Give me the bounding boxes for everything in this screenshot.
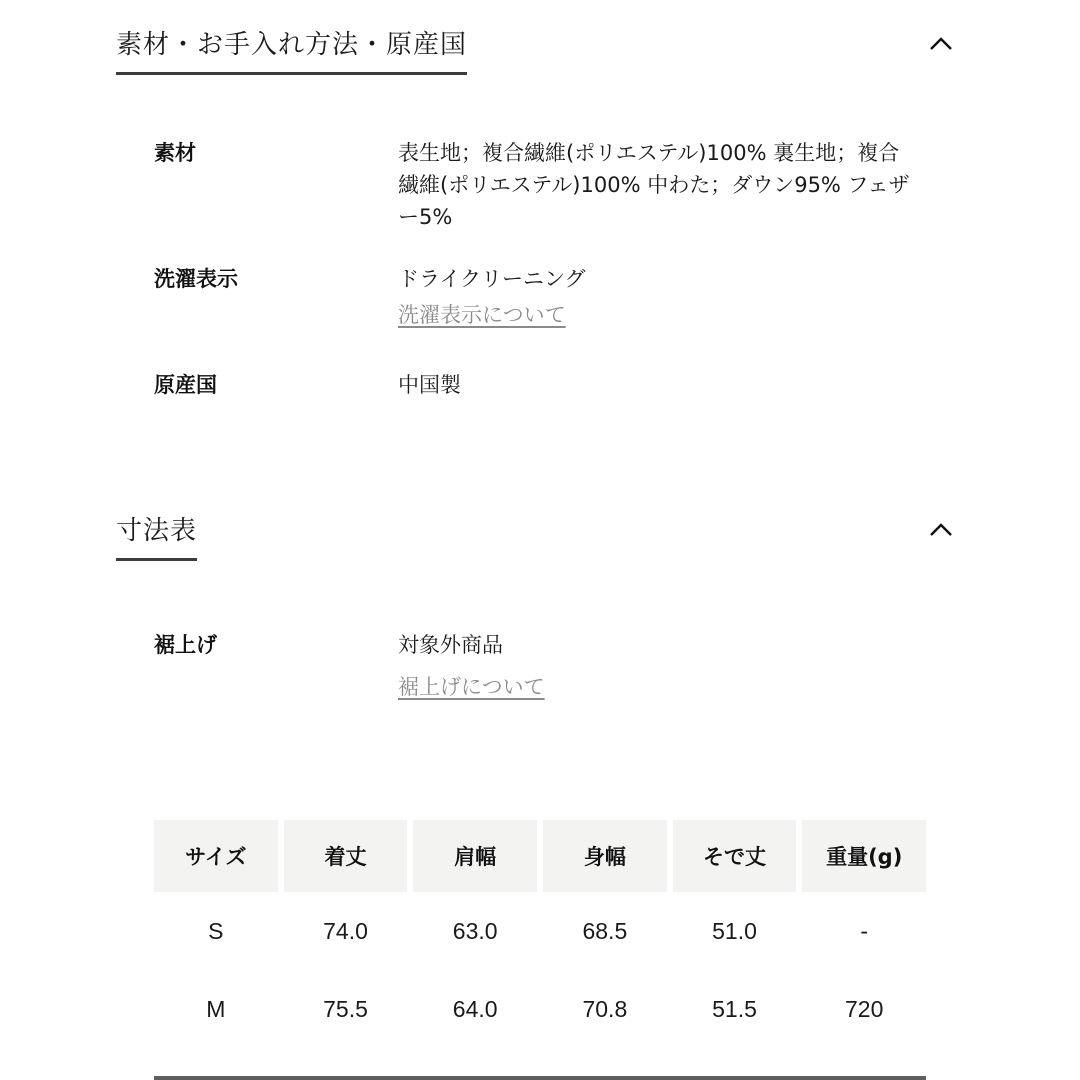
table-row: [154, 892, 926, 970]
table-header-cell: そで丈: [673, 820, 797, 892]
spec-row-hemming: [154, 629, 926, 709]
table-cell: 720: [845, 995, 884, 1022]
spec-value: 中国製: [398, 373, 461, 397]
table-cell: 68.5: [582, 917, 628, 944]
section-material-care-origin[interactable]: [116, 28, 964, 88]
table-cell: M: [206, 995, 226, 1022]
table-cell: 64.0: [452, 995, 498, 1022]
spec-row-material: [154, 137, 926, 237]
section-size-chart[interactable]: [116, 514, 964, 574]
table-header-row: [154, 820, 926, 892]
spec-value: 表生地；複合繊維(ポリエステル)100% 裏生地；複合繊維(ポリエステル)100% 中わた；ダウン95% フェザー5%: [398, 141, 910, 229]
table-row: [154, 970, 926, 1048]
spec-label: 原産国: [154, 373, 217, 397]
section-title-size: 寸法表: [116, 514, 197, 561]
table-header-cell: 肩幅: [413, 820, 537, 892]
table-header-cell: サイズ: [154, 820, 278, 892]
spec-label: 素材: [154, 141, 196, 165]
spec-value-wrapper: [398, 263, 918, 331]
spec-value: ドライクリーニング: [398, 267, 586, 291]
table-header-cell: 着丈: [284, 820, 408, 892]
size-table: [154, 820, 926, 1048]
spec-label: 洗濯表示: [154, 267, 238, 291]
spec-row-care: [154, 263, 926, 343]
table-cell: 74.0: [323, 917, 368, 944]
hemming-info-link[interactable]: 裾上げについて: [398, 675, 545, 699]
table-cell: 51.5: [712, 995, 757, 1022]
table-header-cell: 身幅: [543, 820, 667, 892]
section-title-material: 素材・お手入れ方法・原産国: [116, 28, 467, 75]
table-header-cell: 重量(g): [802, 820, 926, 892]
care-label-info-link[interactable]: 洗濯表示について: [398, 303, 566, 327]
table-bottom-divider: [154, 1076, 926, 1080]
table-cell: 75.5: [323, 995, 368, 1022]
table-cell: 63.0: [452, 917, 498, 944]
table-cell: S: [208, 917, 224, 944]
table-cell: -: [860, 917, 869, 944]
chevron-up-icon[interactable]: [928, 34, 954, 54]
table-cell: 51.0: [712, 917, 757, 944]
spec-value: 対象外商品: [398, 633, 503, 657]
spec-label: 裾上げ: [154, 633, 217, 657]
chevron-up-icon[interactable]: [928, 520, 954, 540]
spec-value-wrapper: [398, 629, 918, 703]
spec-row-origin: [154, 369, 926, 409]
table-cell: 70.8: [582, 995, 628, 1022]
